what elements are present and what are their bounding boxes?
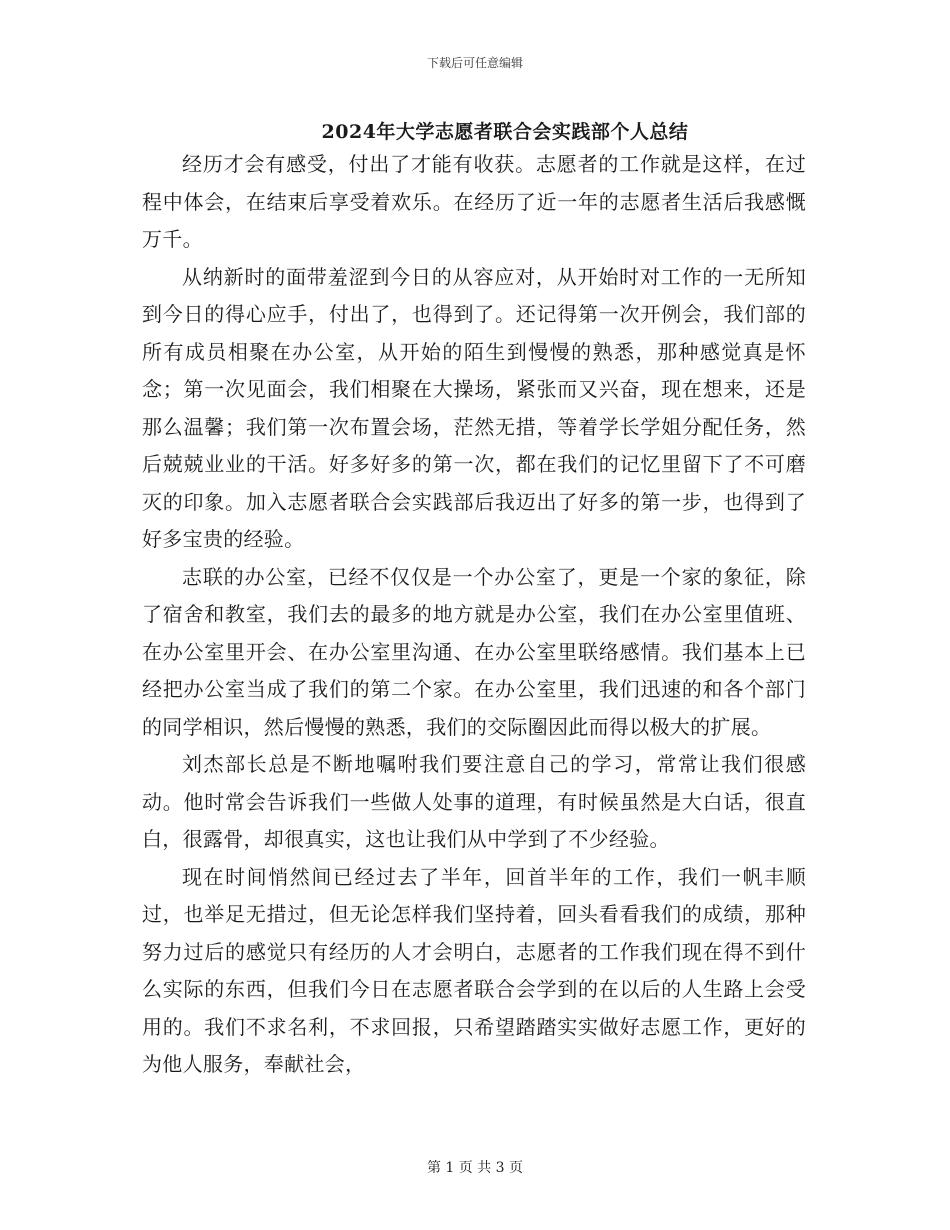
paragraph-1: 经历才会有感受，付出了才能有收获。志愿者的工作就是这样，在过程中体会，在结束后享受着欢乐。在经历了近一年的志愿者生活后我感慨万千。 [142, 152, 806, 251]
document-title: 2024年大学志愿者联合会实践部个人总结 [321, 121, 689, 143]
paragraph-3: 志联的办公室，已经不仅仅是一个办公室了，更是一个家的象征，除了宿舍和教室，我们去的最多的地方就是办公室，我们在办公室里值班、在办公室里开会、在办公室里沟通、在办公室里联络感情。我们基本上已经把办公室当成了我们的第二个家。在办公室里，我们迅速的和各个部门的同学相识，然后慢慢的熟悉，我们的交际圈因此而得以极大的扩展。 [142, 564, 806, 739]
paragraph-2: 从纳新时的面带羞涩到今日的从容应对，从开始时对工作的一无所知到今日的得心应手，付出了，也得到了。还记得第一次开例会，我们部的所有成员相聚在办公室，从开始的陌生到慢慢的熟悉，那种感觉真是怀念；第一次见面会，我们相聚在大操场，紧张而又兴奋，现在想来，还是那么温馨；我们第一次布置会场，茫然无措，等着学长学姐分配任务，然后兢兢业业的干活。好多好多的第一次，都在我们的记忆里留下了不可磨灭的印象。加入志愿者联合会实践部后我迈出了好多的第一步，也得到了好多宝贵的经验。 [142, 264, 806, 551]
document-body [142, 146, 806, 1084]
paragraph-4: 刘杰部长总是不断地嘱咐我们要注意自己的学习，常常让我们很感动。他时常会告诉我们一些做人处事的道理，有时候虽然是大白话，很直白，很露骨，却很真实，这也让我们从中学到了不少经验。 [142, 752, 806, 851]
page-number: 第 1 页 共 3 页 [426, 1160, 524, 1176]
header-note: 下载后可任意编辑 [426, 56, 523, 70]
paragraph-5: 现在时间悄然间已经过去了半年，回首半年的工作，我们一帆丰顺过，也举足无措过，但无论怎样我们坚持着，回头看看我们的成绩，那种努力过后的感觉只有经历的人才会明白，志愿者的工作我们现在得不到什么实际的东西，但我们今日在志愿者联合会学到的在以后的人生路上会受用的。我们不求名利，不求回报，只希望踏踏实实做好志愿工作，更好的为他人服务，奉献社会， [142, 864, 806, 1076]
